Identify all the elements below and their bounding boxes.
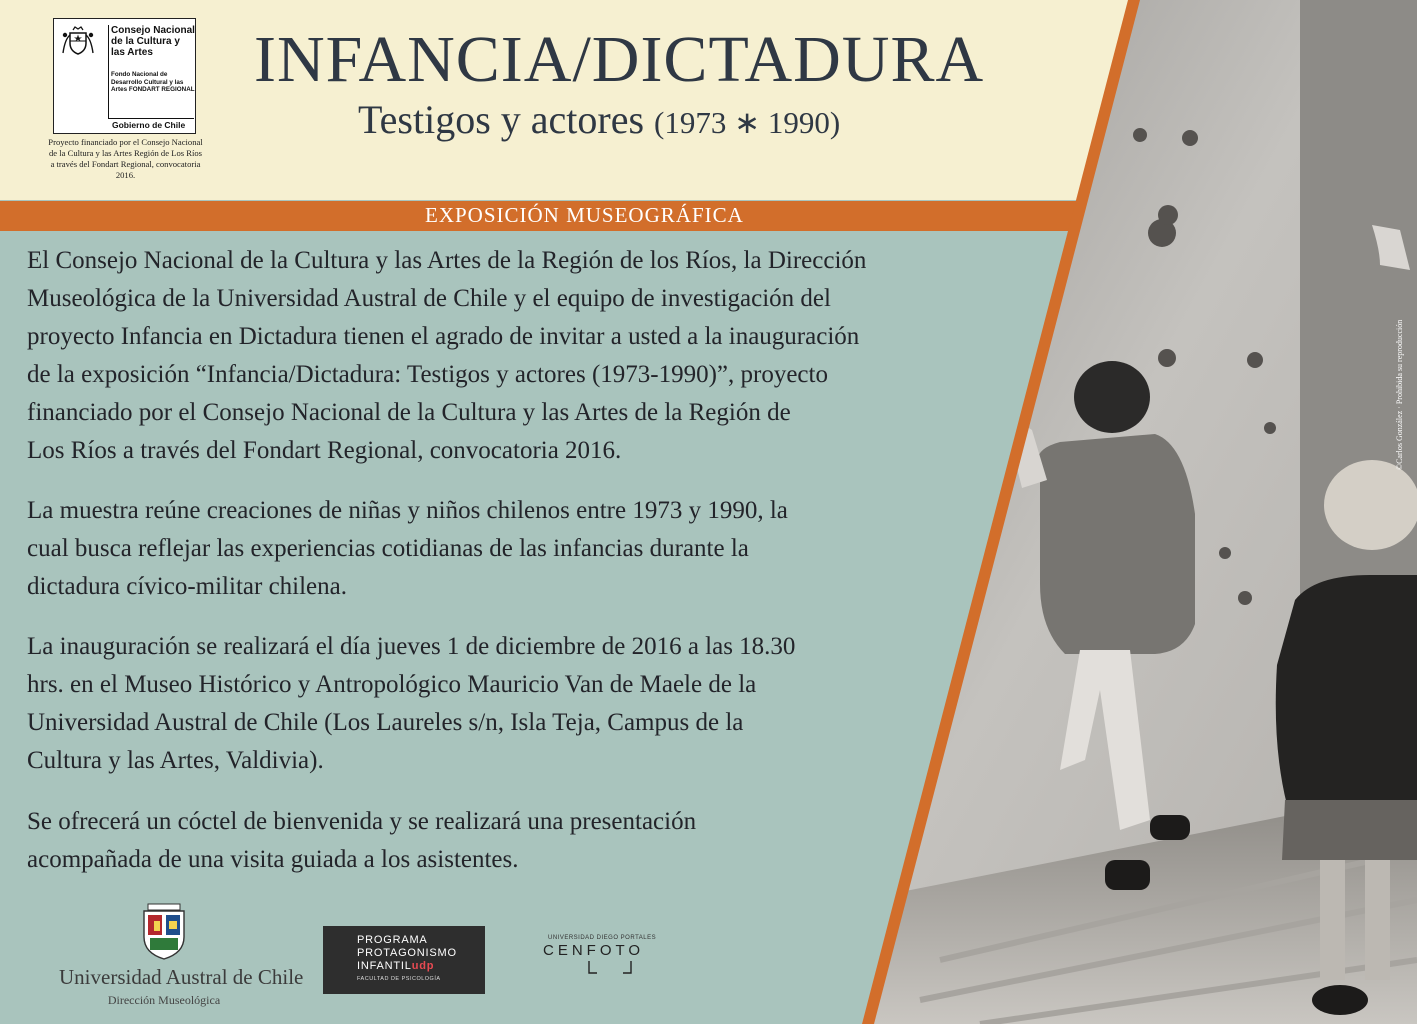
subtitle-text: Testigos y actores [358, 97, 645, 142]
subtitle-years: (1973 ∗ 1990) [654, 105, 841, 140]
section-label: EXPOSICIÓN MUSEOGRÁFICA [425, 203, 744, 227]
cenfoto-university: UNIVERSIDAD DIEGO PORTALES [548, 935, 657, 941]
gov-logo-footer: Gobierno de Chile [112, 120, 186, 130]
gov-logo-main: Consejo Nacional de la Cultura y las Artes [111, 25, 195, 58]
paragraph-intro: El Consejo Nacional de la Cultura y las Artes de la Región de los Ríos, la Dirección Museológica de la Universidad Austral de Chile y el equipo de investigación del proyecto Infancia en Dictadura tienen el agrado de invitar a usted a la inauguración de la exposición “Infancia/Dictadura: Testigos y actores (1973-1990)”, proyecto financiado por el Consejo Nacional de la Cultura y las Artes de la Región de Los Ríos a través del Fondart Regional, convocatoria 2016. [27, 247, 867, 464]
page-title: INFANCIA/DICTADURA [254, 23, 985, 96]
uach-crest-icon [140, 903, 188, 961]
ppi-logo [323, 926, 485, 994]
viewfinder-icon [588, 961, 632, 975]
paragraph-reception: Se ofrecerá un cóctel de bienvenida y se realizará una presentación acompañada de una visita guiada a los asistentes. [27, 808, 697, 873]
ppi-faculty: FACULTAD DE PSICOLOGÍA [357, 976, 441, 982]
ppi-line-2: PROTAGONISMO [357, 947, 457, 959]
ppi-line-3 [357, 960, 434, 972]
gov-logo-sub: Fondo Nacional de Desarrollo Cultural y las Artes FONDART REGIONAL [111, 71, 195, 94]
uach-subtitle: Dirección Museológica [107, 993, 221, 1007]
funding-caption: Proyecto financiado por el Consejo Nacional de la Cultura y las Artes Región de Los Ríos a través del Fondart Regional, convocatoria 2016. [48, 137, 203, 180]
ppi-infantil: INFANTIL [357, 960, 412, 972]
uach-name: Universidad Austral de Chile [59, 965, 304, 989]
paragraph-description: La muestra reúne creaciones de niñas y niños chilenos entre 1973 y 1990, la cual busca reflejar las experiencias cotidianas de las infancias durante la dictadura cívico-militar chilena. [27, 497, 788, 600]
ppi-line-1: PROGRAMA [357, 934, 428, 946]
paragraph-inauguration: La inauguración se realizará el día jueves 1 de diciembre de 2016 a las 18.30 hrs. en el Museo Histórico y Antropológico Mauricio Van de Maele de la Universidad Austral de Chile (Los Laureles s/n, Isla Teja, Campus de la Cultura y las Artes, Valdivia). [27, 633, 796, 774]
ppi-udp: udp [411, 960, 435, 972]
cenfoto-name: CENFOTO [543, 942, 645, 959]
photo-credit: ©Carlos González · Prohibida su reproducción [1395, 319, 1404, 470]
